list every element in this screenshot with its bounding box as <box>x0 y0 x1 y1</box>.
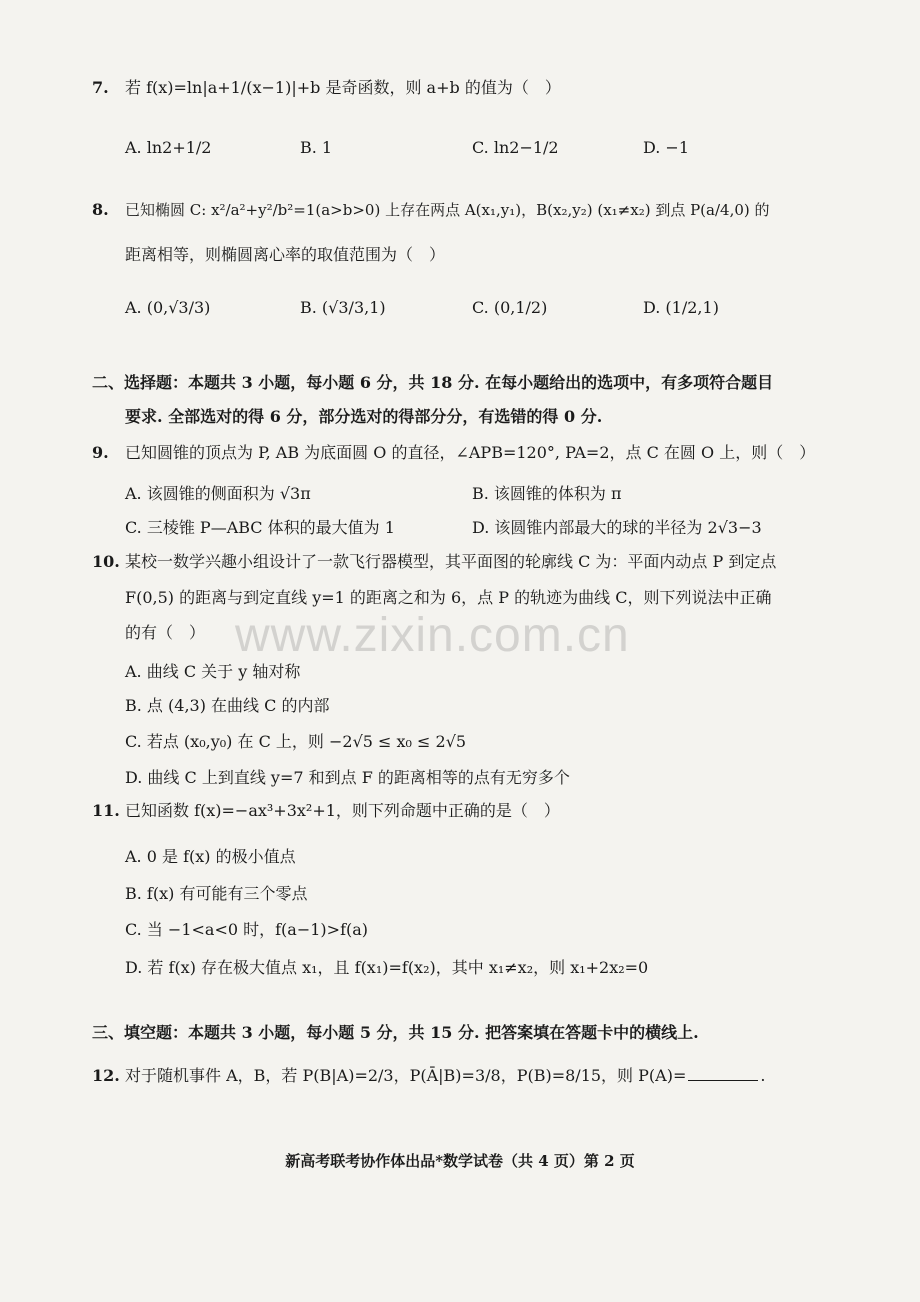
q11-option-a: A. 0 是 f(x) 的极小值点 <box>125 847 296 866</box>
q9-option-b: B. 该圆锥的体积为 π <box>472 484 622 503</box>
q7-option-c: C. ln2−1/2 <box>472 138 559 157</box>
q11-option-d: D. 若 f(x) 存在极大值点 x₁，且 f(x₁)=f(x₂)，其中 x₁≠x₂，则 x₁+2x₂=0 <box>125 958 649 977</box>
q11-stem: 已知函数 f(x)=−ax³+3x²+1，则下列命题中正确的是（ ） <box>125 801 560 820</box>
section2-heading-line2: 要求. 全部选对的得 6 分，部分选对的得部分分，有选错的得 0 分. <box>125 407 603 426</box>
q9-option-c: C. 三棱锥 P—ABC 体积的最大值为 1 <box>125 518 395 537</box>
q11-number: 11. <box>92 801 120 820</box>
q8-stem-line1: 已知椭圆 C: x²/a²+y²/b²=1(a>b>0) 上存在两点 A(x₁,y₁)，B(x₂,y₂) (x₁≠x₂) 到点 P(a/4,0) 的 <box>125 201 770 219</box>
watermark: www.zixin.com.cn <box>235 609 630 662</box>
q11-option-b: B. f(x) 有可能有三个零点 <box>125 884 308 903</box>
q12-stem <box>125 1066 765 1086</box>
q10-stem-line1: 某校一数学兴趣小组设计了一款飞行器模型，其平面图的轮廓线 C 为：平面内动点 P 到定点 <box>125 552 777 571</box>
q7-option-d: D. −1 <box>643 138 690 157</box>
q10-option-c: C. 若点 (x₀,y₀) 在 C 上，则 −2√5 ≤ x₀ ≤ 2√5 <box>125 732 467 751</box>
q9-option-a: A. 该圆锥的侧面积为 √3π <box>125 484 311 503</box>
q8-option-b: B. (√3/3,1) <box>300 298 386 317</box>
q8-option-c: C. (0,1/2) <box>472 298 548 317</box>
q7-option-b: B. 1 <box>300 138 333 157</box>
q9-option-d: D. 该圆锥内部最大的球的半径为 2√3−3 <box>472 518 762 537</box>
q12-number: 12. <box>92 1066 120 1085</box>
q10-stem-line3: 的有（ ） <box>125 623 206 642</box>
q10-option-b: B. 点 (4,3) 在曲线 C 的内部 <box>125 696 330 715</box>
section3-heading: 三、填空题：本题共 3 小题，每小题 5 分，共 15 分. 把答案填在答题卡中的横线上. <box>92 1023 699 1042</box>
q10-option-d: D. 曲线 C 上到直线 y=7 和到点 F 的距离相等的点有无穷多个 <box>125 768 570 787</box>
q10-option-a: A. 曲线 C 关于 y 轴对称 <box>125 662 301 681</box>
q7-option-a: A. ln2+1/2 <box>125 138 212 157</box>
section2-heading-line1: 二、选择题：本题共 3 小题，每小题 6 分，共 18 分. 在每小题给出的选项中，有多项符合题目 <box>92 373 774 392</box>
q12-end: . <box>760 1066 766 1085</box>
q8-option-d: D. (1/2,1) <box>643 298 719 317</box>
answer-blank[interactable] <box>688 1068 758 1081</box>
q7-number: 7. <box>92 78 109 97</box>
q10-stem-line2: F(0,5) 的距离与到定直线 y=1 的距离之和为 6，点 P 的轨迹为曲线 C，则下列说法中正确 <box>125 588 772 607</box>
q11-option-c: C. 当 −1<a<0 时，f(a−1)>f(a) <box>125 920 369 939</box>
q8-number: 8. <box>92 200 109 219</box>
q8-stem-line2: 距离相等，则椭圆离心率的取值范围为（ ） <box>125 245 446 264</box>
q9-stem: 已知圆锥的顶点为 P, AB 为底面圆 O 的直径，∠APB=120°, PA=2，点 C 在圆 O 上，则（ ） <box>125 443 816 462</box>
q8-option-a: A. (0,√3/3) <box>125 298 211 317</box>
page-footer: 新高考联考协作体出品*数学试卷（共 4 页）第 2 页 <box>285 1152 635 1170</box>
q9-number: 9. <box>92 443 109 462</box>
q12-stem-text: 对于随机事件 A，B，若 P(B|A)=2/3，P(Ā|B)=3/8，P(B)=8/15，则 P(A)= <box>125 1066 687 1085</box>
q7-stem: 若 f(x)=ln|a+1/(x−1)|+b 是奇函数，则 a+b 的值为（ ） <box>125 78 561 97</box>
q10-number: 10. <box>92 552 120 571</box>
